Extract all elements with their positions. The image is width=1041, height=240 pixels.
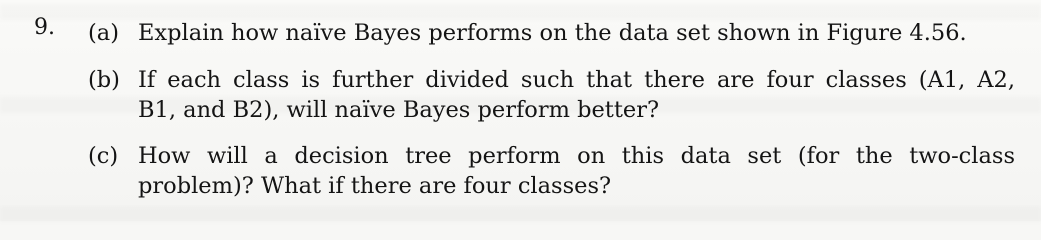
part-b-line-2: B1, and B2), will naïve Bayes perform better? bbox=[138, 97, 660, 123]
part-c bbox=[88, 141, 1016, 201]
part-b-label: (b) bbox=[88, 67, 120, 93]
part-a-line-1: Explain how naïve Bayes performs on the data set shown in Figure 4.56. bbox=[138, 20, 967, 46]
part-b bbox=[88, 65, 1016, 125]
part-a-label: (a) bbox=[88, 20, 119, 46]
part-a bbox=[88, 18, 1016, 48]
part-b-line-1: If each class is further divided such that there are four classes (A1, A2, bbox=[138, 67, 1015, 93]
show-through-strip-bottom bbox=[0, 206, 1041, 222]
part-c-label: (c) bbox=[88, 143, 119, 169]
question-number: 9. bbox=[34, 15, 55, 40]
part-c-line-1: How will a decision tree perform on this data set (for the two-class bbox=[138, 143, 1015, 169]
part-c-line-2: problem)? What if there are four classes? bbox=[138, 173, 612, 199]
